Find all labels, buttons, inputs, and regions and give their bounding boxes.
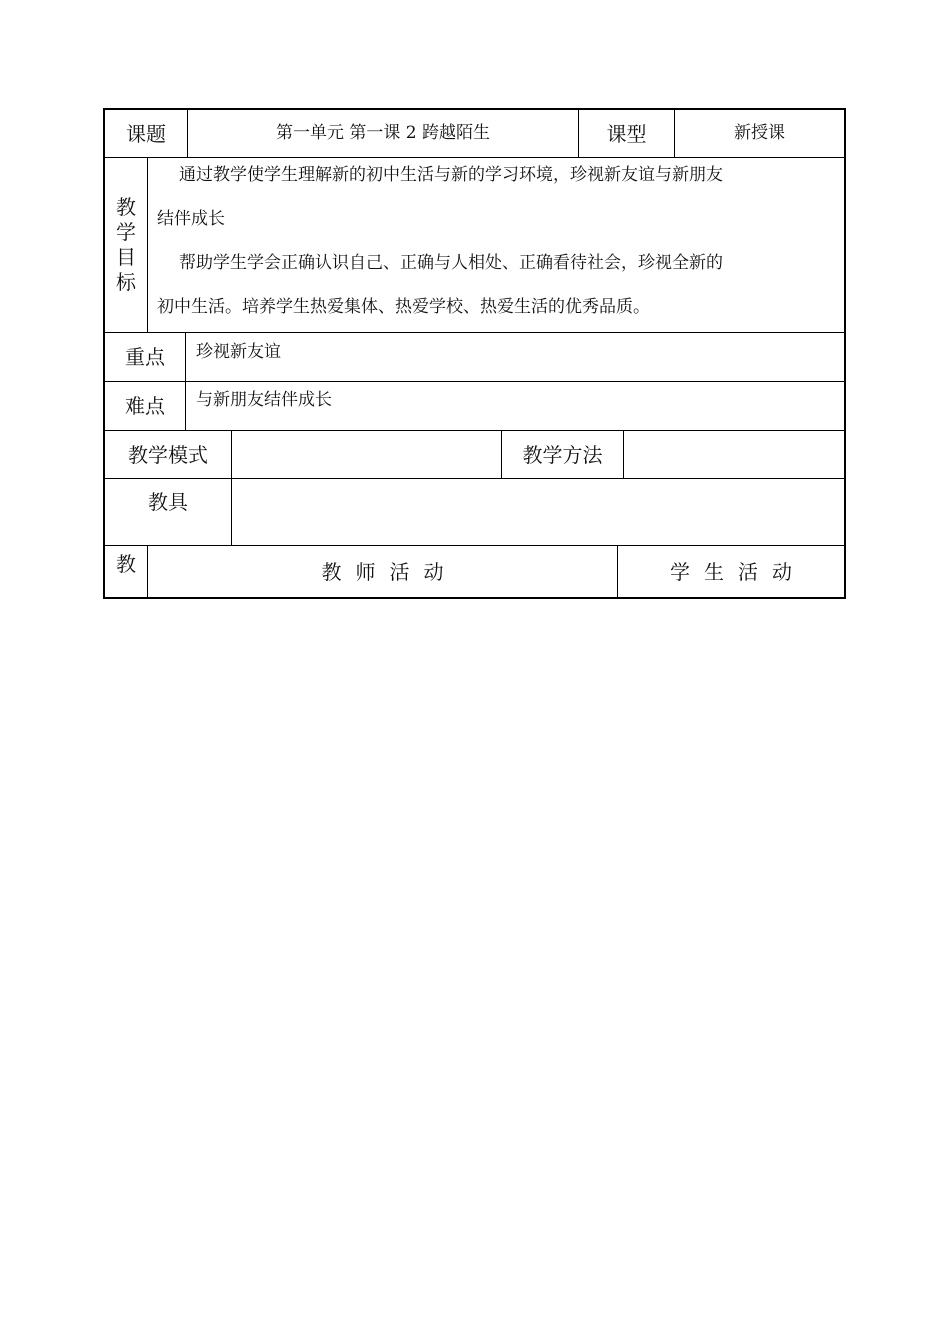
objectives-label-cell xyxy=(105,158,147,332)
difficulty-value-cell xyxy=(196,390,836,420)
tools-label: 教具 xyxy=(148,490,188,514)
type-label: 课型 xyxy=(606,121,647,146)
difficulty-label-cell xyxy=(105,382,185,430)
objectives-label: 教学目标 xyxy=(116,195,136,294)
key-point-label-cell xyxy=(105,333,185,381)
difficulty-label: 难点 xyxy=(125,394,165,418)
lesson-plan-table xyxy=(103,108,846,599)
key-point-label: 重点 xyxy=(125,345,165,369)
student-activity-header-cell xyxy=(618,546,844,597)
type-value-cell xyxy=(675,110,844,157)
tools-value-cell xyxy=(232,479,844,545)
teacher-activity-header: 教师活动 xyxy=(321,559,458,584)
topic-value: 第一单元 第一课 2 跨越陌生 xyxy=(275,123,491,143)
key-point-value: 珍视新友谊 xyxy=(196,342,281,362)
objectives-content xyxy=(157,153,847,332)
teacher-activity-header-cell xyxy=(148,546,617,597)
mode-value-cell xyxy=(232,431,501,478)
col-divider xyxy=(185,332,186,430)
objective-2-line-2: 初中生活。培养学生热爱集体、热爱学校、热爱生活的优秀品质。 xyxy=(157,297,650,317)
process-side-label-cell xyxy=(105,546,147,597)
col-divider xyxy=(147,157,148,332)
row-divider xyxy=(105,381,844,382)
method-label: 教学方法 xyxy=(522,442,603,467)
mode-label: 教学模式 xyxy=(128,442,208,467)
objective-1-line-2: 结伴成长 xyxy=(157,209,225,229)
topic-label-cell xyxy=(105,110,187,157)
difficulty-value: 与新朋友结伴成长 xyxy=(196,390,332,410)
student-activity-header: 学生活动 xyxy=(670,559,806,584)
process-side-label: 教 xyxy=(116,552,136,576)
topic-value-cell xyxy=(188,110,578,157)
method-value-cell xyxy=(624,431,844,478)
type-value: 新授课 xyxy=(734,123,785,143)
objective-1-line-1: 通过教学使学生理解新的初中生活与新的学习环境，珍视新友谊与新朋友 xyxy=(179,165,723,185)
key-point-value-cell xyxy=(196,342,836,372)
objective-2-line-1: 帮助学生学会正确认识自己、正确与人相处、正确看待社会，珍视全新的 xyxy=(179,253,723,273)
topic-label: 课题 xyxy=(126,121,166,146)
row-divider xyxy=(105,332,844,333)
type-label-cell xyxy=(579,110,674,157)
tools-label-cell xyxy=(105,479,231,545)
method-label-cell xyxy=(502,431,623,478)
mode-label-cell xyxy=(105,431,231,478)
